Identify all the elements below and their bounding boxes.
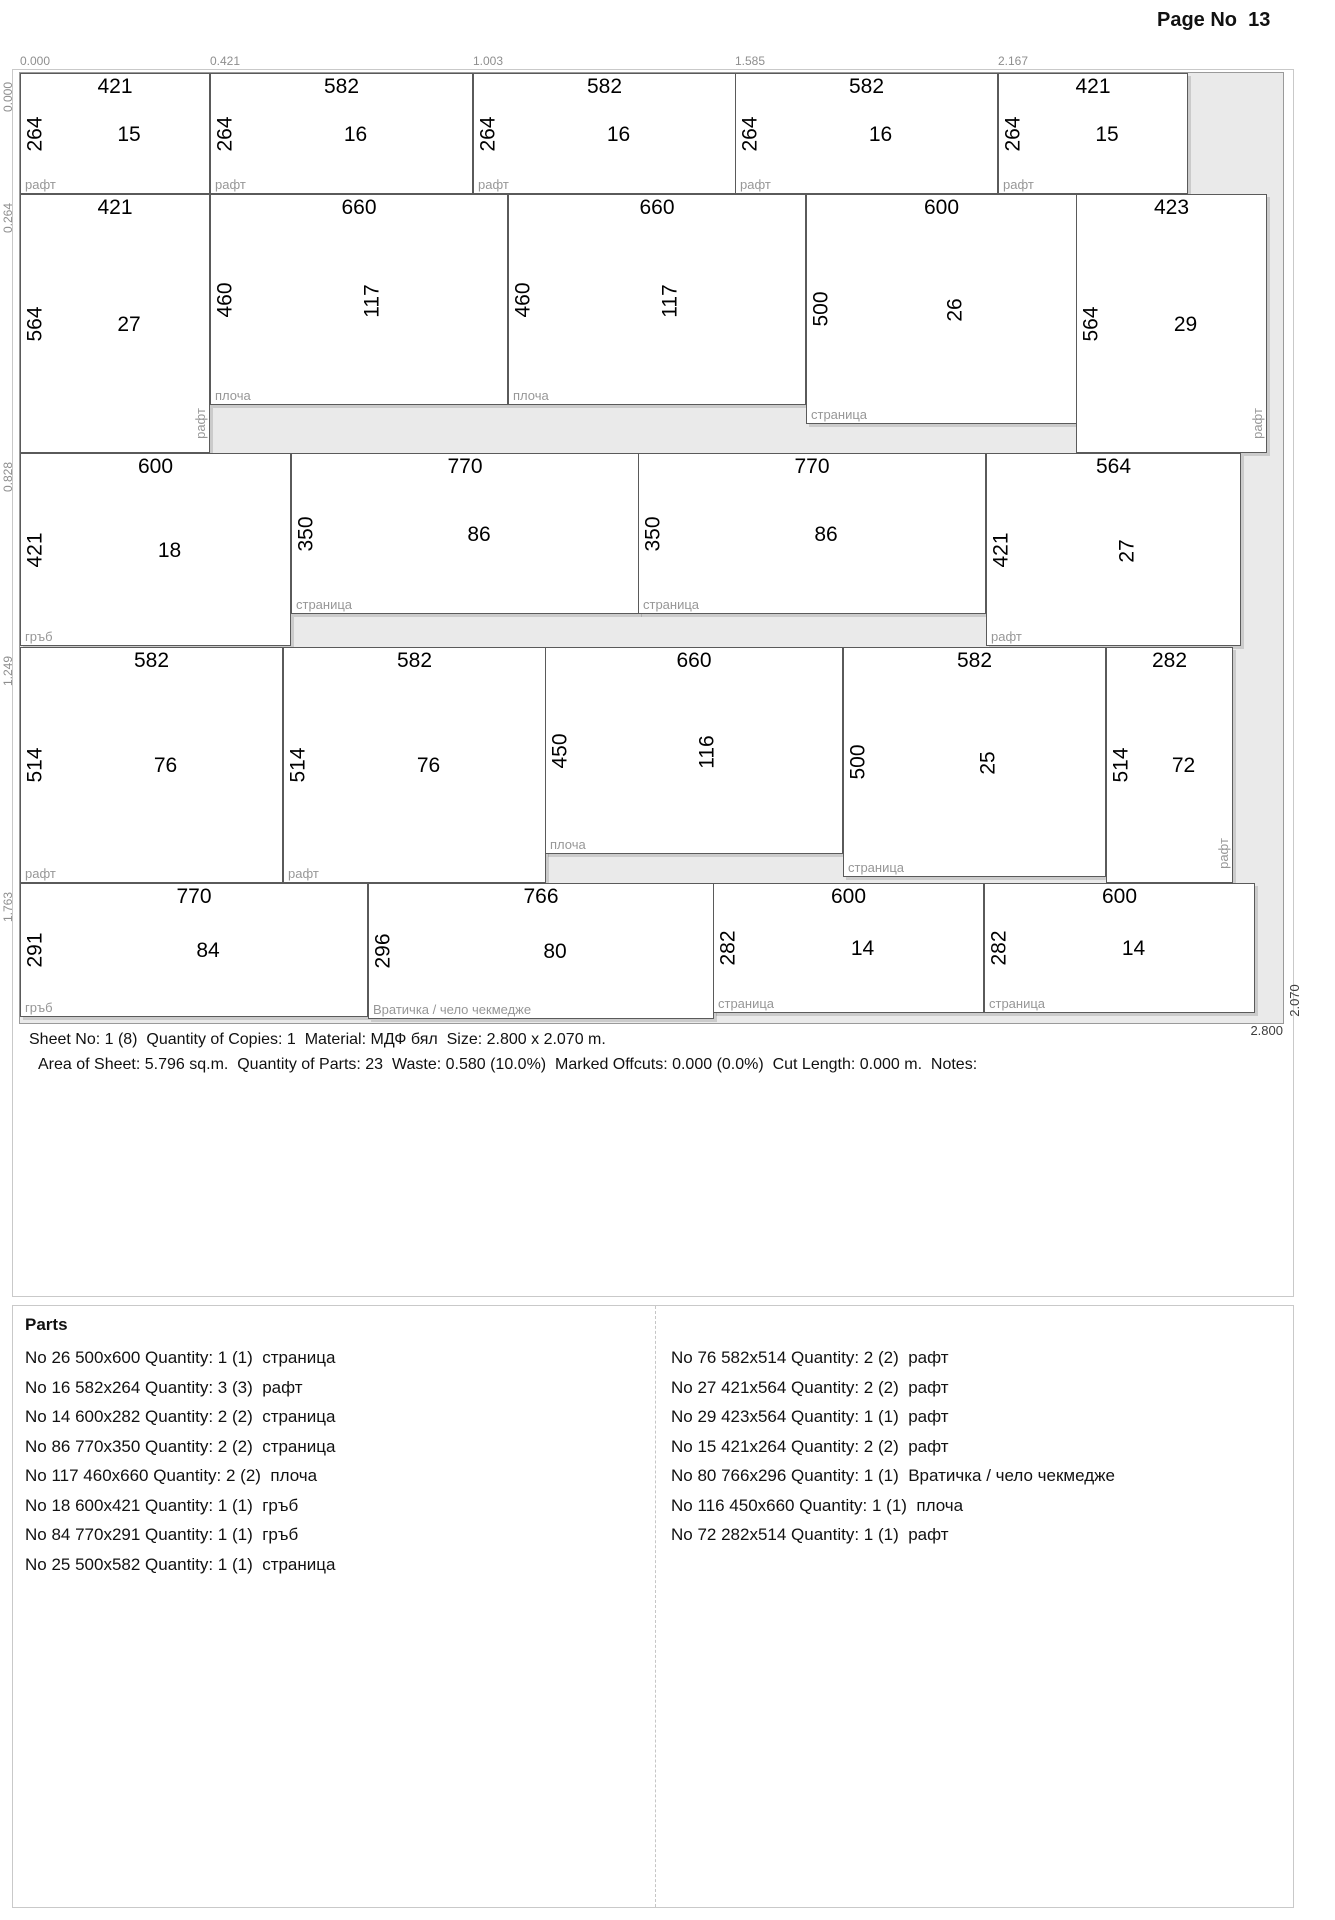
sheet-width-label: 2.800 xyxy=(1250,1023,1283,1038)
part-height-label: 514 xyxy=(1110,747,1134,783)
part-cell xyxy=(20,883,368,1017)
part-number: 86 xyxy=(814,522,838,546)
part-cell xyxy=(20,647,283,883)
part-number: 14 xyxy=(1121,937,1146,960)
part-height-label: 282 xyxy=(988,930,1012,966)
part-type-label: Вратичка / чело чекмедже xyxy=(373,1002,532,1017)
part-type-label: рафт xyxy=(25,866,56,881)
part-cell xyxy=(368,883,714,1019)
ruler-left-label: 1.763 xyxy=(1,891,16,923)
part-width-label: 600 xyxy=(923,196,960,219)
part-type-label: страница xyxy=(718,996,775,1011)
part-number: 14 xyxy=(850,937,875,960)
part-cell xyxy=(20,453,291,646)
parts-list-item: No 14 600x282 Quantity: 2 (2) страница xyxy=(25,1407,336,1426)
part-type-label: рафт xyxy=(991,629,1022,644)
part-number: 15 xyxy=(117,122,141,146)
parts-list-item: No 29 423x564 Quantity: 1 (1) рафт xyxy=(671,1407,949,1426)
part-type-label: гръб xyxy=(25,1000,53,1015)
part-type-label: плоча xyxy=(513,388,549,403)
part-number: 116 xyxy=(695,734,719,769)
parts-list-right xyxy=(671,1343,1281,1550)
part-height-label: 264 xyxy=(1002,115,1026,152)
part-number: 16 xyxy=(343,122,368,146)
ruler-left-label: 1.249 xyxy=(1,655,16,687)
part-width-label: 582 xyxy=(396,649,433,672)
part-cell xyxy=(638,453,986,614)
ruler-top-label: 2.167 xyxy=(998,54,1029,68)
part-width-label: 421 xyxy=(97,75,133,98)
part-number: 15 xyxy=(1095,122,1119,146)
parts-list-item: No 117 460x660 Quantity: 2 (2) плоча xyxy=(25,1466,318,1485)
part-width-label: 582 xyxy=(133,649,170,672)
part-type-label: страница xyxy=(643,597,700,612)
part-type-label: страница xyxy=(811,407,868,422)
part-number: 29 xyxy=(1173,312,1198,336)
part-number: 16 xyxy=(606,122,631,146)
ruler-top-label: 1.003 xyxy=(473,54,504,68)
ruler-top-label: 0.421 xyxy=(210,54,241,68)
ruler-left-label: 0.828 xyxy=(1,461,16,493)
part-cell xyxy=(1076,194,1267,453)
part-height-label: 421 xyxy=(990,531,1014,568)
part-width-label: 582 xyxy=(586,75,623,98)
part-cell xyxy=(20,73,210,194)
part-height-label: 514 xyxy=(24,747,48,783)
sheet-height-label: 2.070 xyxy=(1287,983,1303,1017)
part-number: 80 xyxy=(543,940,567,963)
part-type-label: страница xyxy=(989,996,1046,1011)
part-number: 76 xyxy=(416,754,441,777)
part-cell xyxy=(210,73,473,194)
part-width-label: 770 xyxy=(447,455,483,478)
part-cell xyxy=(806,194,1077,424)
part-width-label: 660 xyxy=(676,649,712,672)
part-type-label: рафт xyxy=(288,866,319,881)
part-cell xyxy=(210,194,508,405)
part-cell xyxy=(998,73,1188,194)
part-cell xyxy=(545,647,843,854)
part-type-label: рафт xyxy=(1215,837,1231,869)
part-number: 76 xyxy=(153,754,178,777)
parts-list-item: No 25 500x582 Quantity: 1 (1) страница xyxy=(25,1554,336,1574)
part-type-label: рафт xyxy=(1249,407,1265,439)
part-width-label: 582 xyxy=(323,75,360,98)
part-width-label: 421 xyxy=(97,196,133,219)
part-type-label: плоча xyxy=(550,837,586,852)
part-cell xyxy=(843,647,1106,877)
part-type-label: рафт xyxy=(740,177,771,192)
part-cell xyxy=(1106,647,1233,883)
part-width-label: 423 xyxy=(1153,196,1190,219)
part-width-label: 770 xyxy=(176,885,212,908)
parts-list-item: No 116 450x660 Quantity: 1 (1) плоча xyxy=(671,1495,964,1515)
part-height-label: 450 xyxy=(549,732,573,769)
parts-list-left xyxy=(25,1343,635,1579)
part-type-label: рафт xyxy=(25,177,56,192)
part-width-label: 660 xyxy=(341,196,377,219)
parts-list-item: No 15 421x264 Quantity: 2 (2) рафт xyxy=(671,1436,949,1456)
part-type-label: страница xyxy=(848,860,905,875)
part-height-label: 514 xyxy=(287,747,311,783)
part-width-label: 660 xyxy=(639,196,675,219)
part-type-label: плоча xyxy=(215,388,251,403)
part-number: 117 xyxy=(658,283,682,318)
part-width-label: 421 xyxy=(1075,75,1111,98)
part-width-label: 600 xyxy=(1101,885,1138,908)
page-title: Page No 13 xyxy=(1157,9,1271,31)
part-number: 27 xyxy=(117,312,141,336)
parts-list-item: No 26 500x600 Quantity: 1 (1) страница xyxy=(25,1348,336,1367)
sheet-info-line-2: Area of Sheet: 5.796 sq.m. Quantity of Parts: 23 Waste: 0.580 (10.0%) Marked Offcuts: 0.000 (0.0%) Cut Length: 0.000 m. Notes: xyxy=(38,1056,978,1073)
part-cell xyxy=(473,73,736,194)
part-cell xyxy=(986,453,1241,646)
parts-list-item: No 80 766x296 Quantity: 1 (1) Вратичка / чело чекмедже xyxy=(671,1466,1115,1485)
part-height-label: 264 xyxy=(477,115,501,152)
part-height-label: 282 xyxy=(717,930,741,966)
part-width-label: 282 xyxy=(1151,649,1188,672)
parts-list-item: No 18 600x421 Quantity: 1 (1) гръб xyxy=(25,1495,299,1515)
parts-list-item: No 27 421x564 Quantity: 2 (2) рафт xyxy=(671,1377,949,1397)
part-width-label: 564 xyxy=(1095,455,1132,478)
part-width-label: 582 xyxy=(956,649,993,672)
ruler-left-label: 0.000 xyxy=(1,81,16,113)
part-width-label: 600 xyxy=(137,455,174,478)
part-number: 25 xyxy=(976,751,1000,775)
part-type-label: рафт xyxy=(215,177,246,192)
part-number: 72 xyxy=(1171,754,1196,777)
part-height-label: 421 xyxy=(24,531,48,568)
part-cell xyxy=(713,883,984,1013)
part-type-label: рафт xyxy=(1003,177,1034,192)
part-number: 117 xyxy=(360,283,384,318)
part-height-label: 264 xyxy=(24,115,48,152)
part-height-label: 500 xyxy=(847,744,871,780)
part-number: 84 xyxy=(196,939,220,962)
part-height-label: 264 xyxy=(214,115,238,152)
part-number: 16 xyxy=(868,122,893,146)
parts-list-item: No 16 582x264 Quantity: 3 (3) рафт xyxy=(25,1377,303,1397)
part-type-label: рафт xyxy=(478,177,509,192)
part-height-label: 564 xyxy=(24,305,48,342)
part-width-label: 600 xyxy=(830,885,867,908)
parts-header: Parts xyxy=(25,1315,68,1334)
ruler-top-label: 1.585 xyxy=(735,54,766,68)
part-number: 86 xyxy=(467,522,491,546)
parts-list-item: No 86 770x350 Quantity: 2 (2) страница xyxy=(25,1436,336,1456)
part-type-label: гръб xyxy=(25,629,53,644)
part-height-label: 460 xyxy=(214,281,238,318)
part-height-label: 296 xyxy=(372,933,396,969)
part-cell xyxy=(20,194,210,453)
cutting-sheet xyxy=(19,72,1284,1024)
part-cell xyxy=(291,453,639,614)
ruler-top-label: 0.000 xyxy=(20,54,51,68)
part-cell xyxy=(508,194,806,405)
part-height-label: 564 xyxy=(1080,305,1104,342)
part-type-label: страница xyxy=(296,597,353,612)
parts-list-item: No 72 282x514 Quantity: 1 (1) рафт xyxy=(671,1525,949,1544)
part-number: 27 xyxy=(1115,538,1139,563)
part-height-label: 350 xyxy=(642,515,666,552)
part-height-label: 291 xyxy=(24,932,48,968)
part-cell xyxy=(283,647,546,883)
parts-list-item: No 76 582x514 Quantity: 2 (2) рафт xyxy=(671,1348,949,1367)
part-height-label: 264 xyxy=(739,115,763,152)
sheet-info-line-1: Sheet No: 1 (8) Quantity of Copies: 1 Material: МДФ бял Size: 2.800 x 2.070 m. xyxy=(29,1031,606,1048)
part-height-label: 460 xyxy=(512,281,536,318)
part-width-label: 766 xyxy=(523,885,559,908)
part-width-label: 770 xyxy=(794,455,830,478)
parts-column-divider xyxy=(655,1306,656,1907)
part-height-label: 350 xyxy=(295,515,319,552)
part-cell xyxy=(735,73,998,194)
part-cell xyxy=(984,883,1255,1013)
ruler-left-label: 0.264 xyxy=(1,202,16,234)
part-number: 26 xyxy=(943,298,967,322)
part-height-label: 500 xyxy=(810,291,834,327)
part-width-label: 582 xyxy=(848,75,885,98)
part-number: 18 xyxy=(157,538,182,562)
part-type-label: рафт xyxy=(192,407,208,439)
parts-list-item: No 84 770x291 Quantity: 1 (1) гръб xyxy=(25,1525,299,1544)
